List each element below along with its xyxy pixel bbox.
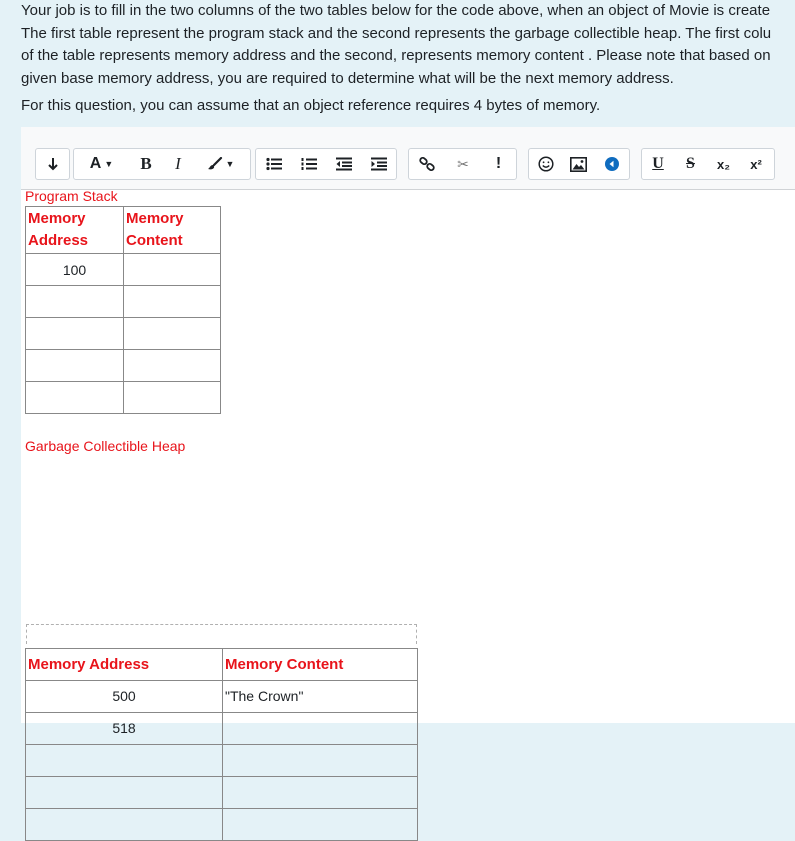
instruction-line-2: The first table represent the program stack and the second represents the garbage collectible heap. The first colu [21, 24, 772, 42]
cell-value [223, 777, 417, 784]
instruction-line-1: Your job is to fill in the two columns of the two tables below for the code above, when an object of Movie is create [21, 2, 771, 19]
cell-value [26, 382, 123, 390]
cell-value: 500 [112, 688, 136, 704]
expand-toolbar-button[interactable] [36, 149, 69, 179]
cell-value [26, 777, 222, 784]
cell-value [26, 286, 123, 294]
table-cell[interactable] [124, 350, 221, 382]
italic-button[interactable]: I [175, 154, 181, 173]
table-header-row [26, 649, 418, 681]
table-cell[interactable] [223, 777, 418, 809]
cell-value [124, 382, 220, 390]
subscript-button[interactable]: x₂ [716, 156, 730, 172]
toolbar-group-lists [255, 148, 397, 180]
toolbar-group-text-style [641, 148, 775, 180]
toolbar-group-links [408, 148, 517, 180]
table-cell[interactable] [26, 713, 223, 745]
table-row [26, 254, 221, 286]
cell-value [124, 286, 220, 294]
bullet-list-icon [266, 157, 282, 171]
program-stack-label: Program Stack [25, 188, 118, 204]
cell-value: 100 [62, 262, 87, 278]
table-cell[interactable] [26, 382, 124, 414]
arrow-down-icon [47, 157, 59, 171]
superscript-button[interactable]: x² [750, 156, 762, 172]
no-autolink-button[interactable]: ! [495, 155, 502, 172]
table-cell[interactable] [124, 254, 221, 286]
header-cell[interactable] [223, 649, 418, 681]
table-cell[interactable] [26, 318, 124, 350]
text-color-button[interactable] [193, 149, 248, 179]
table-row [26, 809, 418, 841]
cell-value [26, 745, 222, 752]
smiley-icon [538, 156, 554, 172]
table-cell[interactable] [26, 745, 223, 777]
editor-toolbar [21, 127, 795, 190]
numbered-list-icon [301, 157, 317, 171]
table-cell[interactable] [26, 809, 223, 841]
outdent-icon [336, 157, 352, 171]
program-stack-table [25, 206, 221, 414]
outdent-button[interactable] [326, 149, 361, 179]
indent-icon [371, 157, 387, 171]
cell-value [124, 254, 220, 262]
table-row [26, 350, 221, 382]
cell-value [26, 809, 222, 816]
insert-media-button[interactable] [595, 149, 629, 179]
cell-value [223, 809, 417, 816]
emoji-button[interactable] [529, 149, 562, 179]
toolbar-group-format [73, 148, 251, 180]
toolbar-group-expand [35, 148, 70, 180]
image-icon [570, 157, 587, 172]
cell-value [124, 318, 220, 326]
header-memory-content: Memory Content [225, 656, 344, 673]
bold-button[interactable]: B [140, 154, 152, 173]
instruction-line-3: of the table represents memory address and the second, represents memory content . Please note that based on [21, 47, 771, 64]
table-cell[interactable] [26, 286, 124, 318]
numbered-list-button[interactable] [291, 149, 326, 179]
heap-table [25, 648, 418, 841]
link-icon [419, 157, 435, 171]
instructions-paragraph-1 [21, 0, 795, 90]
cell-value [26, 350, 123, 358]
table-row [26, 318, 221, 350]
cell-value [124, 350, 220, 358]
cell-value [223, 713, 417, 720]
caret-down-icon: ▼ [104, 159, 114, 169]
play-circle-icon [604, 156, 620, 172]
table-cell[interactable] [124, 318, 221, 350]
bullet-list-button[interactable] [256, 149, 291, 179]
header-cell[interactable] [124, 207, 221, 254]
table-cell[interactable] [124, 382, 221, 414]
font-size-label: A [89, 155, 102, 172]
caret-down-icon: ▼ [225, 159, 235, 169]
table-cell[interactable] [223, 809, 418, 841]
unlink-button[interactable]: ✂ [457, 155, 469, 172]
header-memory-content: Memory Content [126, 210, 184, 249]
cell-value: 518 [112, 720, 136, 736]
cell-value [26, 318, 123, 326]
empty-paragraph-box[interactable] [26, 624, 417, 644]
table-row [26, 745, 418, 777]
cell-value [223, 745, 417, 752]
table-cell[interactable] [26, 777, 223, 809]
header-cell[interactable] [26, 649, 223, 681]
table-row [26, 713, 418, 745]
table-row [26, 286, 221, 318]
table-cell[interactable] [223, 745, 418, 777]
link-button[interactable] [409, 149, 445, 179]
table-cell[interactable] [223, 713, 418, 745]
question-text [21, 0, 795, 118]
instructions-paragraph-2: For this question, you can assume that an object reference requires 4 bytes of memory. [21, 97, 601, 114]
indent-button[interactable] [361, 149, 396, 179]
underline-button[interactable]: U [652, 155, 664, 172]
heap-label: Garbage Collectible Heap [25, 438, 186, 454]
paintbrush-icon [207, 157, 223, 171]
toolbar-group-media [528, 148, 630, 180]
header-memory-address: Memory Address [28, 210, 89, 249]
table-row [26, 681, 418, 713]
table-cell[interactable] [26, 254, 124, 286]
header-cell[interactable] [26, 207, 124, 254]
font-size-button[interactable] [74, 149, 129, 179]
instruction-line-4: given base memory address, you are required to determine what will be the next memory address. [21, 69, 674, 87]
table-row [26, 382, 221, 414]
strikethrough-button[interactable]: S [686, 155, 695, 172]
table-header-row [26, 207, 221, 254]
table-cell[interactable] [223, 681, 418, 713]
insert-image-button[interactable] [562, 149, 595, 179]
table-cell[interactable] [26, 681, 223, 713]
cell-value: "The Crown" [225, 688, 304, 704]
table-cell[interactable] [124, 286, 221, 318]
table-row [26, 777, 418, 809]
rich-text-editor[interactable] [21, 127, 795, 736]
header-memory-address: Memory Address [28, 656, 150, 673]
table-cell[interactable] [26, 350, 124, 382]
